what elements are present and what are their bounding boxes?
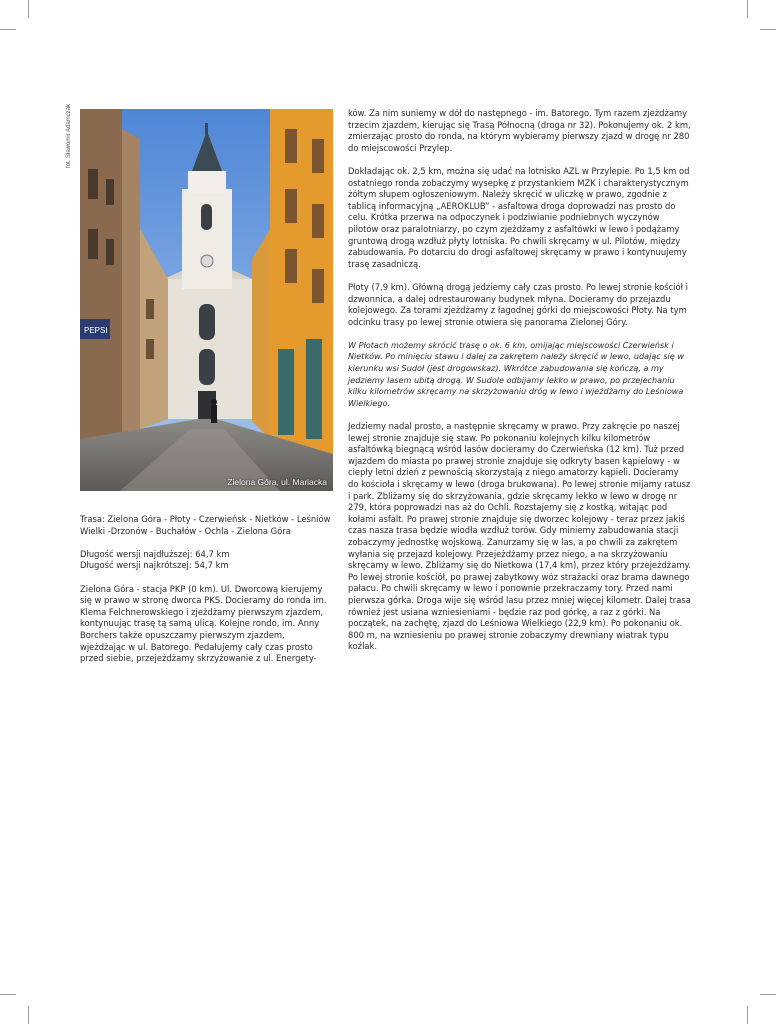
route-lengths: Długość wersji najdłuższej: 64,7 km Długość wersji najkrótszej: 54,7 km [80, 548, 230, 571]
crop-mark [760, 994, 776, 995]
right-column [348, 108, 691, 665]
crop-mark [747, 1006, 748, 1024]
street-illustration [80, 109, 333, 491]
photo-credit: fot. Sławomir Adamczak [66, 103, 72, 168]
pepsi-sign-text: PEPSI [84, 326, 108, 335]
paragraph: ków. Za nim suniemy w dół do następnego - im. Batorego. Tym razem zjeżdżamy trzecim zjazdem, kierując się Trasą Północną (droga nr 32). Pokonujemy ok. 2 km, zmierzając prosto do ronda, na którym wybieramy pierwszy zjazd w drogę nr 280 do miejscowości Przylep. [348, 108, 691, 153]
crop-mark [28, 0, 29, 18]
route-summary: Trasa: Zielona Góra - Płoty - Czerwieńsk - Nietków - Leśniów Wielki -Drzonów - Buchałów - Ochla - Zielona Góra [80, 514, 331, 536]
crop-mark [760, 29, 776, 30]
crop-mark [28, 1006, 29, 1024]
crop-mark [0, 994, 16, 995]
crop-mark [0, 29, 16, 30]
paragraph: Płoty (7,9 km). Główną drogą jedziemy cały czas prosto. Po lewej stronie kościół i dzwonnica, a dalej odrestaurowany budynek młyna. Docieramy do przejazdu kolejowego. Za torami zjeżdżamy z łagodnej górki do miejscowości Płoty. Na tym odcinku trasy po lewej stronie otwiera się panorama Zielonej Góry. [348, 281, 688, 327]
paragraph: Zielona Góra - stacja PKP (0 km). Ul. Dworcową kierujemy się w prawo w stronę dworca PKS. Docieramy do ronda im. Klema Felchnerowskiego i zjeżdżamy pierwszym zjazdem, kontynuując trasę tą samą ulicą. Kolejne rondo, im. Anny Borchers także opuszczamy pierwszym zjazdem, wjeżdżając w ul. Batorego. Pedałujemy cały czas prosto przed siebie, przejeżdżamy skrzyżowanie z ul. Energety- [80, 583, 327, 664]
paragraph: Dokładając ok. 2,5 km, można się udać na lotnisko AZL w Przylepie. Po 1,5 km od ostatniego ronda zobaczymy wysepkę z przystankiem MZK i charakterystycznym żółtym słupem ogłoszeniowym. Należy skręcić w uliczkę w prawo, zgodnie z tablicą informacyjną „AEROKLUB” - asfaltowa droga doprowadzi nas prosto do celu. Krótka przerwa na odpoczynek i podziwianie podniebnych wyczynów pilotów oraz paralotniarzy, po czym zjeżdżamy z asfaltówki w lewo i podążamy gruntową drogą wzdłuż płyty lotniska. Po chwili skręcamy w ul. Pilotów, między zabudowania. Po dotarciu do drogi asfaltowej skręcamy w prawo i kontynuujemy trasę zasadniczą. [348, 165, 690, 269]
photo-caption: Zielona Góra, ul. Mariacka [227, 477, 327, 487]
left-column [80, 514, 332, 676]
italic-note: W Płotach możemy skrócić trasę o ok. 6 km, omijając miejscowości Czerwieńsk i Nietków. Po minięciu stawu i dalej za zakrętem należy skręcić w lewo, udając się w kierunku wsi Sudoł (jest drogowskaz). Wkrótce zabudowania się kończą, a my jedziemy lasem ubitą drogą. W Sudole odbijamy lekko w prawo, po przejechaniu kilku kilometrów skręcamy na skrzyżowaniu dróg w lewo i wjeżdżamy do Leśniowa Wielkiego. [348, 339, 684, 408]
paragraph: Jedziemy nadal prosto, a następnie skręcamy w prawo. Przy zakręcie po naszej lewej stronie znajduje się staw. Po pokonaniu kolejnych kilku kilometrów asfaltówką biegnącą wśród lasów docieramy do Czerwieńska (12 km). Tuż przed wjazdem do miasta po prawej stronie znajduje się odkryty basen kąpielowy - w ciepły letni dzień z pewnością skorzystają z niego amatorzy kąpieli. Docieramy do kościoła i skręcamy w lewo (droga brukowana). Po lewej stronie mijamy ratusz i park. Zbliżamy się do skrzyżowania, gdzie skręcamy lekko w lewo w drogę nr 279, która poprowadzi nas aż do Ochli. Rozstajemy się z kostką, witając pod kołami asfalt. Po prawej stronie znajduje się dworzec kolejowy - teraz przez jakiś czas nasza trasa będzie wiodła wzdłuż torów. Gdy miniemy zabudowania stacji zobaczymy jednostkę wojskową. Zanurzamy się w las, a po chwili za zakrętem wyłania się przejazd kolejowy. Przejeżdżamy przez niego, a na skrzyżowaniu skręcamy w lewo. Zbliżamy się do Nietkowa (17,4 km), przez który przejeżdżamy. Po lewej stronie kościół, po prawej zabytkowy wóz strażacki oraz brama dawnego pałacu. Po chwili skręcamy w lewo i ponownie przekraczamy tory. Przed nami pierwsza górka. Droga wije się wśród lasu przez mniej więcej kilometr. Dalej trasa również jest usiana wzniesieniami - będzie raz pod górkę, a raz z górki. Na początek, na zachętę, zjazd do Leśniowa Wielkiego (22,9 km). Po pokonaniu ok. 800 m, na wzniesieniu po prawej stronie zobaczymy drewniany wiatrak typu koźlak. [348, 421, 691, 652]
street-photo [80, 109, 333, 491]
crop-mark [747, 0, 748, 18]
